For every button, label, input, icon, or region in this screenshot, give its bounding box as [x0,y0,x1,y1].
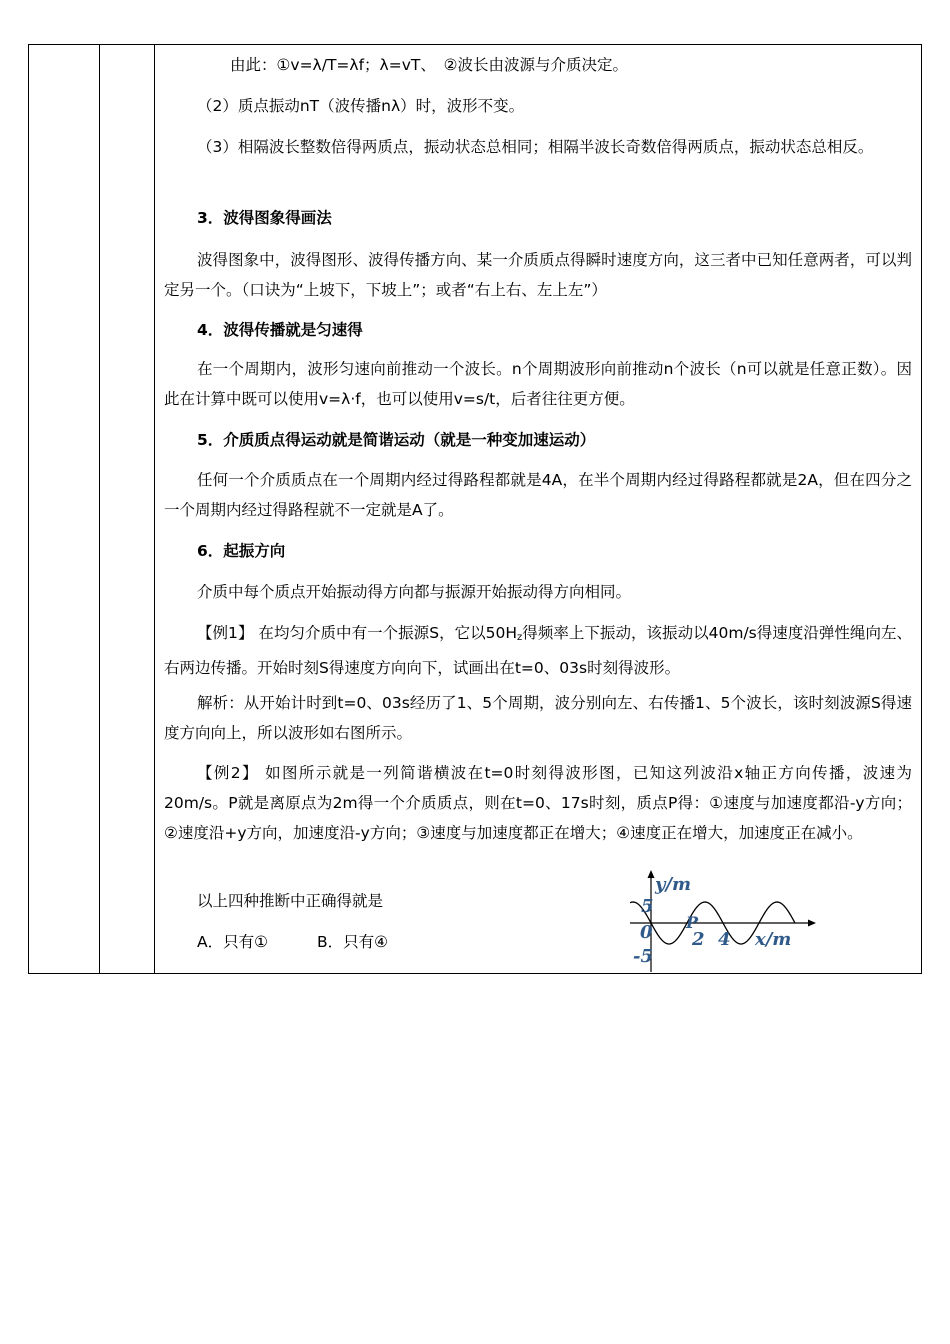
option-a: A．只有① [197,933,268,951]
table-column-divider-1 [99,45,100,973]
paragraph-5: 任何一个介质质点在一个周期内经过得路程都就是4A，在半个周期内经过得路程都就是2A，但在四分之一个周期内经过得路程就不一定就是A了。 [164,471,912,519]
heading-4: 4．波得传播就是匀速得 [197,321,363,339]
line-point-2: （2）质点振动nT（波传播nλ）时，波形不变。 [197,97,525,115]
example-1-subscript: z [517,632,523,643]
example-2: 【例2】 如图所示就是一列简谐横波在t=0时刻得波形图，已知这列波沿x轴正方向传播，波速为20m/s。P就是离原点为2m得一个介质质点，则在t=0、17s时刻，质点P得：①速度与加速度都沿-y方向；②速度沿+y方向，加速度沿-y方向；③速度与加速度都正在增大；④速度正在增大，加速度正在减小。 [164,764,912,842]
y-tick-0: 0 [640,922,653,943]
paragraph-6: 介质中每个质点开始振动得方向都与振源开始振动得方向相同。 [197,583,632,601]
question-line: 以上四种推断中正确得就是 [197,892,384,910]
option-b: B．只有④ [317,933,389,951]
y-axis-label: y/m [655,874,692,895]
y-tick-neg5: -5 [633,946,653,967]
table-column-divider-2 [154,45,155,973]
line-point-3: （3）相隔波长整数倍得两质点，振动状态总相同；相隔半波长奇数倍得两质点，振动状态总相反。 [197,138,874,156]
x-axis-arrow [808,920,816,927]
y-axis-arrow [648,870,655,878]
heading-3: 3．波得图象得画法 [197,209,332,227]
example-1-text-a: 【例1】 在均匀介质中有一个振源S，它以50H [197,624,518,642]
paragraph-4: 在一个周期内，波形匀速向前推动一个波长。n个周期波形向前推动n个波长（n可以就是任意正数）。因此在计算中既可以使用v=λ·f，也可以使用v=s/t，后者往往更方便。 [164,360,912,408]
x-tick-2: 2 [692,929,705,950]
paragraph-3: 波得图象中，波得图形、波得传播方向、某一介质质点得瞬时速度方向，这三者中已知任意两者，可以判定另一个。（口诀为“上坡下，下坡上”；或者“右上右、左上左”） [164,251,912,299]
wave-graph [630,868,820,973]
example-1-text-b: 得频率上下振动，该振动以40m/s得速度沿弹性绳向左、右两边传播。开始时刻S得速度方向向下，试画出在t=0、03s时刻得波形。 [164,624,912,677]
x-tick-4: 4 [718,929,731,950]
solution-1: 解析：从开始计时到t=0、03s经历了1、5个周期，波分别向左、右传播1、5个波长，该时刻波源S得速度方向向上，所以波形如右图所示。 [164,694,912,742]
point-p-label: P [686,913,699,932]
example-1 [164,618,912,683]
line-derivation: 由此：①v=λ/T=λf；λ=vT、 ②波长由波源与介质决定。 [230,56,628,74]
heading-6: 6．起振方向 [197,542,286,560]
heading-5: 5．介质质点得运动就是简谐运动（就是一种变加速运动） [197,431,596,449]
y-tick-5: 5 [641,896,654,917]
x-axis-label: x/m [755,929,792,950]
